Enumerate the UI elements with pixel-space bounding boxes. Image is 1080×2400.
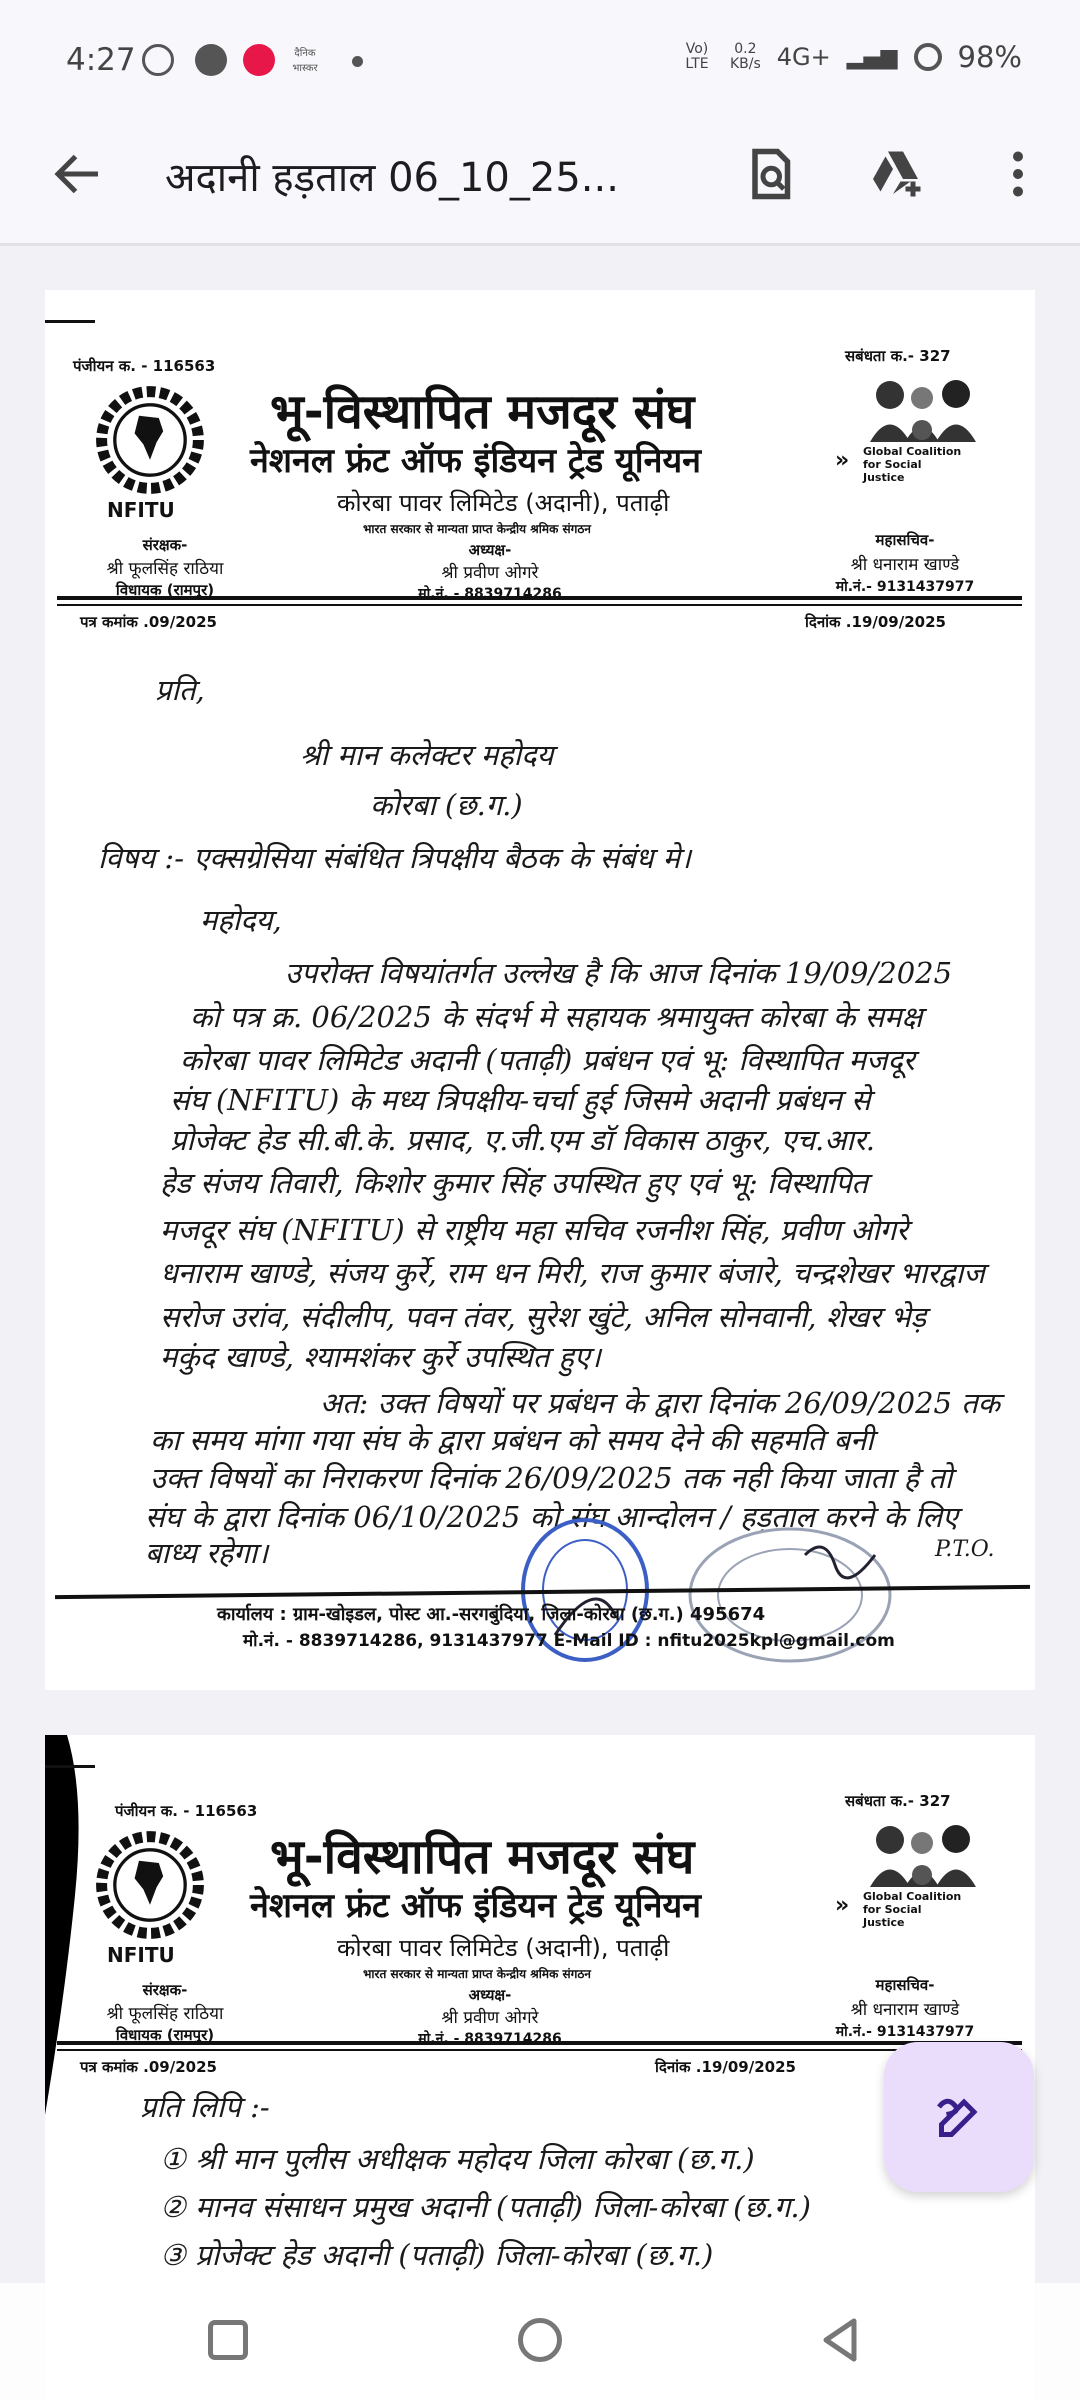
secretary-name: श्री धनाराम खाण्डे [850, 555, 960, 575]
logo-caption: NFITU [107, 498, 175, 522]
leaders-portrait-image [860, 370, 985, 442]
back-arrow-icon[interactable] [48, 144, 108, 204]
copy-item: ② मानव संसाधन प्रमुख अदानी (पताढ़ी) जिला-कोरबा (छ.ग.) [160, 2190, 811, 2224]
find-in-document-icon[interactable] [740, 144, 800, 204]
logo-caption: NFITU [107, 1943, 175, 1967]
coalition-text: Global Coalition for Social Justice [863, 445, 962, 484]
volte-indicator: Vo) LTE [685, 41, 709, 72]
body-line: मजदूर संघ (NFITU) से राष्ट्रीय महा सचिव रजनीश सिंह, प्रवीण ओगरे [160, 1213, 908, 1247]
body-line: संघ (NFITU) के मध्य त्रिपक्षीय-चर्चा हुई जिसमे अदानी प्रबंधन से [170, 1083, 871, 1117]
header-divider [57, 2041, 1022, 2051]
registration-number: पंजीयन क. - 116563 [73, 357, 216, 375]
more-notifications-dot [352, 56, 363, 67]
body-line: अत: उक्त विषयों पर प्रबंधन के द्वारा दिनांक 26/09/2025 तक [320, 1386, 1001, 1420]
addressee: श्री मान कलेक्टर महोदय [300, 738, 554, 772]
more-options-icon[interactable] [988, 144, 1048, 204]
copy-heading: प्रति लिपि :- [140, 2090, 270, 2124]
affiliation-number: सबंधता क.- 327 [845, 347, 951, 365]
body-line: धनाराम खाण्डे, संजय कुर्रे, राम धन मिरी, राज कुमार बंजारे, चन्द्रशेखर भारद्वाज [160, 1256, 985, 1290]
secretary-name: श्री धनाराम खाण्डे [850, 2000, 960, 2020]
document-page-1 [45, 290, 1035, 1690]
letter-number: पत्र कमांक .09/2025 [80, 613, 217, 631]
president-name: श्री प्रवीण ओगरे [441, 2008, 539, 2028]
office-contact: मो.नं. - 8839714286, 9131437977 E-Mail ID : nfitu2025kpl@gmail.com [243, 1631, 895, 1651]
body-line: बाध्य रहेगा। [145, 1536, 269, 1570]
president-name: श्री प्रवीण ओगरे [441, 563, 539, 583]
body-line: उपरोक्त विषयांतर्गत उल्लेख है कि आज दिनांक 19/09/2025 [285, 956, 953, 990]
body-line: कोरबा पावर लिमिटेड अदानी (पताढ़ी) प्रबंधन एवं भू: विस्थापित मजदूर [180, 1043, 915, 1077]
nfitu-logo [95, 1830, 205, 1940]
president-label: अध्यक्ष- [468, 1986, 512, 2004]
document-title: अदानी हड़ताल 06_10_25... [165, 155, 619, 201]
clock: 4:27 [66, 42, 136, 78]
leaders-portrait-image [860, 1815, 985, 1887]
speed-unit: KB/s [729, 56, 761, 72]
patron-role: विधायक (रामपुर) [115, 581, 215, 599]
subject-line: विषय :- एक्सग्रेसिया संबंधित त्रिपक्षीय बैठक के संबंध मे। [98, 841, 692, 875]
body-line: सरोज उरांव, संदीलीप, पवन तंवर, सुरेश खुंटे, अनिल सोनवानी, शेखर भेड़ [160, 1300, 927, 1334]
news-app-icon: दैनिक भास्कर [292, 48, 318, 74]
company-line: कोरबा पावर लिमिटेड (अदानी), पताढ़ी [337, 1934, 670, 1962]
president-phone: मो.नं. - 8839714286 [418, 586, 562, 602]
letter-number: पत्र कमांक .09/2025 [80, 2058, 217, 2076]
copy-item: ③ प्रोजेक्ट हेड अदानी (पताढ़ी) जिला-कोरबा (छ.ग.) [160, 2238, 714, 2272]
app-toolbar [0, 110, 1080, 246]
battery-percent: 98% [957, 40, 1022, 74]
letter-date: दिनांक .19/09/2025 [805, 613, 946, 631]
recognition-line: भारत सरकार से मान्यता प्राप्त केन्द्रीय श्रमिक संगठन [363, 522, 591, 536]
add-to-drive-icon[interactable] [868, 144, 928, 204]
patron-role: विधायक (रामपुर) [115, 2026, 215, 2044]
copy-item: ① श्री मान पुलीस अधीक्षक महोदय जिला कोरबा (छ.ग.) [160, 2142, 755, 2176]
letter-date: दिनांक .19/09/2025 [655, 2058, 796, 2076]
secretary-label: महासचिव- [875, 531, 935, 549]
patron-name: श्री फूलसिंह राठिया [106, 2004, 224, 2024]
notification-app-icon [243, 44, 275, 76]
secretary-phone: मो.नं.- 9131437977 [835, 2024, 975, 2040]
network-speed [730, 42, 761, 72]
status-bar [0, 0, 1080, 110]
body-line: संघ के द्वारा दिनांक 06/10/2025 को संघ आन्दोलन / हड़ताल करने के लिए [145, 1500, 959, 1534]
patron-label: संरक्षक- [142, 1981, 188, 1999]
company-line: कोरबा पावर लिमिटेड (अदानी), पताढ़ी [337, 489, 670, 517]
system-navigation-bar [0, 2283, 1080, 2400]
speed-value: 0.2 [734, 41, 757, 57]
patron-name: श्री फूलसिंह राठिया [106, 559, 224, 579]
secretary-label: महासचिव- [875, 1976, 935, 1994]
battery-icon [914, 43, 942, 71]
secretary-phone: मो.नं.- 9131437977 [835, 579, 975, 595]
affiliation-number: सबंधता क.- 327 [845, 1792, 951, 1810]
header-divider [57, 596, 1022, 606]
signal-icon: ▂▄▆ [846, 44, 898, 70]
union-subtitle: नेशनल फ्रंट ऑफ इंडियन ट्रेड यूनियन [250, 441, 702, 481]
salutation-to: प्रति, [155, 673, 205, 707]
patron-label: संरक्षक- [142, 536, 188, 554]
pen-annotate-icon [929, 2087, 989, 2147]
body-line: उक्त विषयों का निराकरण दिनांक 26/09/2025 तक नही किया जाता है तो [150, 1461, 953, 1495]
body-line: प्रोजेक्ट हेड सी.बी.के. प्रसाद, ए.जी.एम डॉ विकास ठाकुर, एच.आर. [170, 1123, 875, 1157]
union-title: भू-विस्थापित मजदूर संघ [270, 384, 695, 440]
coalition-arrows-icon: » [835, 1893, 850, 1918]
office-address: कार्यालय : ग्राम-खोइडल, पोस्ट आ.-सरगबुंदिया, जिला-कोरबा (छ.ग.) 495674 [217, 1604, 766, 1625]
recent-apps-button[interactable] [208, 2320, 248, 2360]
body-line: को पत्र क्र. 06/2025 के संदर्भ मे सहायक श्रमायुक्त कोरबा के समक्ष [190, 1000, 923, 1034]
whatsapp-icon [142, 44, 174, 76]
union-subtitle: नेशनल फ्रंट ऑफ इंडियन ट्रेड यूनियन [250, 1886, 702, 1926]
registration-number: पंजीयन क. - 116563 [115, 1802, 258, 1820]
home-button[interactable] [518, 2318, 562, 2362]
president-phone: मो.नं. - 8839714286 [418, 2031, 562, 2047]
back-button[interactable] [820, 2317, 860, 2363]
coalition-text: Global Coalition for Social Justice [863, 1890, 962, 1929]
addressee-place: कोरबा (छ.ग.) [370, 788, 523, 822]
annotate-button[interactable] [884, 2042, 1034, 2192]
salutation: महोदय, [200, 903, 282, 937]
body-line: हेड संजय तिवारी, किशोर कुमार सिंह उपस्थित हुए एवं भू: विस्थापित [160, 1166, 868, 1200]
nfitu-logo [95, 385, 205, 495]
body-line: मकुंद खाण्डे, श्यामशंकर कुर्रे उपस्थित हुए। [160, 1340, 601, 1374]
body-line: का समय मांगा गया संघ के द्वारा प्रबंधन को समय देने की सहमति बनी [150, 1423, 874, 1457]
recognition-line: भारत सरकार से मान्यता प्राप्त केन्द्रीय श्रमिक संगठन [363, 1967, 591, 1981]
pto-note: P.T.O. [935, 1537, 995, 1562]
network-type: 4G+ [776, 43, 831, 71]
facebook-icon [195, 44, 227, 76]
union-title: भू-विस्थापित मजदूर संघ [270, 1829, 695, 1885]
president-label: अध्यक्ष- [468, 541, 512, 559]
coalition-arrows-icon: » [835, 448, 850, 473]
